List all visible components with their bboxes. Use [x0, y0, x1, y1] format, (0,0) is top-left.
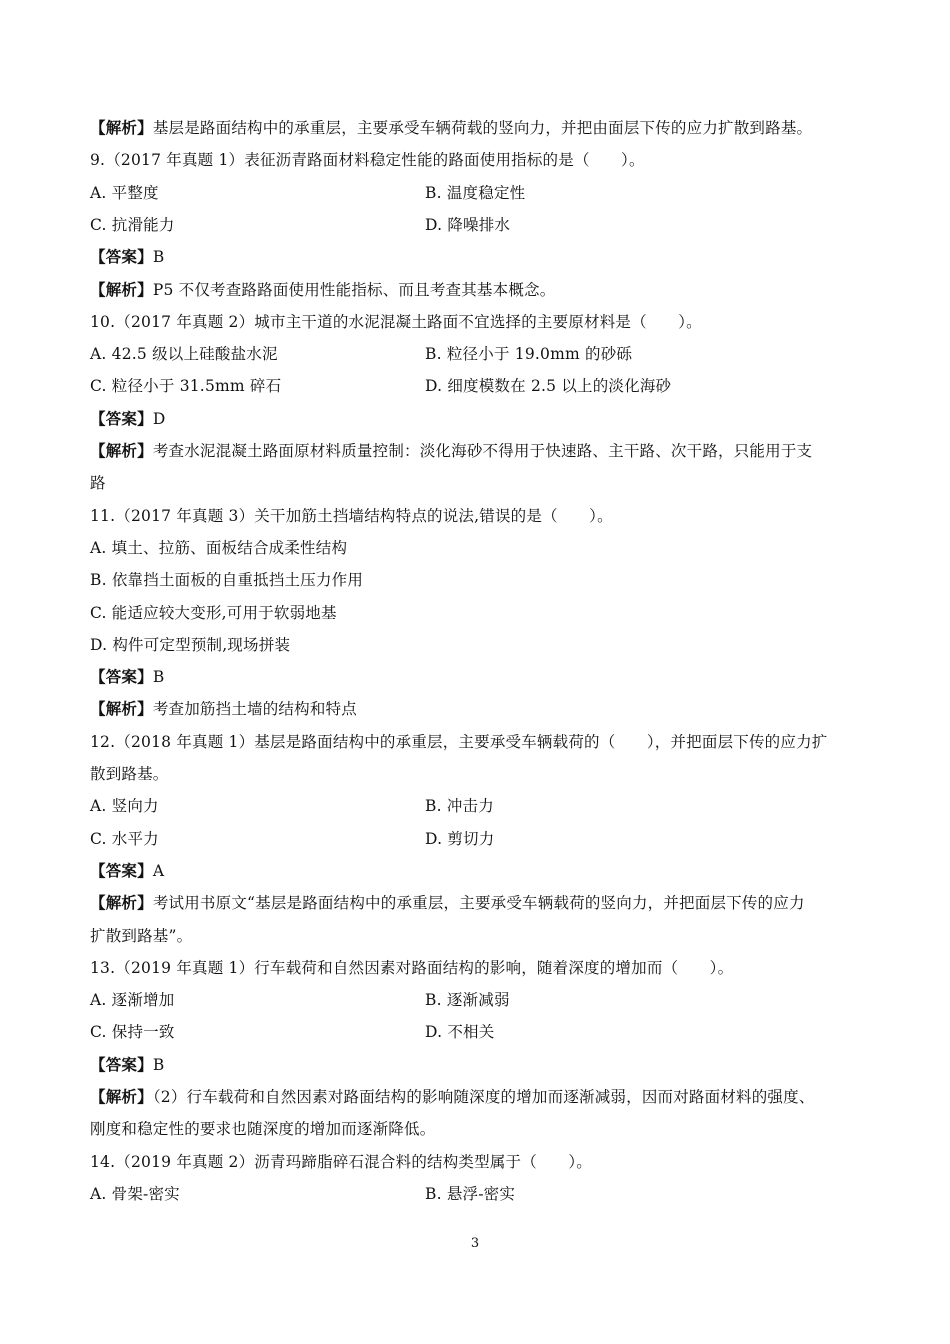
- explanation-text: 考试用书原文“基层是路面结构中的承重层，主要承受车辆载荷的竖向力，并把面层下传的应力: [152, 894, 805, 913]
- answer-line: [90, 409, 865, 429]
- question-line: 9.（2017 年真题 1）表征沥青路面材料稳定性能的路面使用指标的是（ ）。: [90, 151, 645, 170]
- option-row: [90, 829, 865, 849]
- option-row: [90, 1022, 865, 1042]
- question-line: 11.（2017 年真题 3）关干加筋土挡墙结构特点的说法,错误的是（ ）。: [90, 506, 613, 525]
- question-line: 13.（2019 年真题 1）行车载荷和自然因素对路面结构的影响，随着深度的增加而（ ）。: [90, 958, 734, 977]
- explanation-label: 【解析】: [90, 699, 153, 719]
- explanation-label: 【解析】: [90, 279, 153, 299]
- explanation-label: 【解析】: [90, 441, 153, 460]
- option-left: C. 保持一致: [90, 1023, 175, 1042]
- option-left: A. 逐渐增加: [90, 991, 175, 1010]
- option-right: B. 粒径小于 19.0mm 的砂砾: [425, 345, 633, 364]
- text-line: C. 能适应较大变形,可用于软弱地基: [90, 603, 337, 622]
- explanation-text: （2）行车载荷和自然因素对路面结构的影响随深度的增加而逐渐减弱，因而对路面材料的强度、: [152, 1088, 815, 1106]
- text-line: 扩散到路基”。: [90, 926, 193, 945]
- answer-value: A: [152, 861, 165, 880]
- answer-value: B: [152, 668, 165, 687]
- option-right: B. 温度稳定性: [425, 183, 526, 202]
- explanation-text: P5 不仅考查路路面使用性能指标、而且考查其基本概念。: [152, 280, 556, 299]
- answer-value: D: [152, 409, 166, 428]
- answer-label: 【答案】: [90, 408, 153, 428]
- option-row: [90, 376, 865, 396]
- explanation-text: 考查水泥混凝土路面原材料质量控制：淡化海砂不得用于快速路、主干路、次干路，只能用于支: [152, 442, 813, 460]
- explanation-line: [90, 893, 865, 913]
- option-left: C. 粒径小于 31.5mm 碎石: [90, 377, 282, 396]
- option-left: C. 水平力: [90, 829, 159, 848]
- option-row: [90, 215, 865, 235]
- answer-line: [90, 667, 865, 687]
- explanation-text: 考查加筋挡土墙的结构和特点: [152, 700, 357, 719]
- answer-line: [90, 247, 865, 267]
- answer-line: [90, 1055, 865, 1075]
- question-line: 12.（2018 年真题 1）基层是路面结构中的承重层，主要承受车辆载荷的（ ），并把面层下传的应力扩: [90, 732, 828, 751]
- option-right: D. 剪切力: [425, 829, 495, 848]
- option-row: [90, 990, 865, 1010]
- option-left: A. 平整度: [90, 183, 159, 202]
- explanation-label: 【解析】: [90, 1087, 153, 1106]
- explanation-line: [90, 699, 865, 719]
- answer-label: 【答案】: [90, 247, 153, 267]
- answer-label: 【答案】: [90, 1054, 153, 1074]
- explanation-line: [90, 280, 865, 300]
- option-right: B. 冲击力: [425, 797, 494, 816]
- option-right: D. 细度模数在 2.5 以上的淡化海砂: [425, 377, 672, 396]
- explanation-line: [90, 118, 865, 138]
- answer-line: [90, 861, 865, 881]
- explanation-text: 基层是路面结构中的承重层，主要承受车辆荷载的竖向力，并把由面层下传的应力扩散到路基。: [152, 119, 813, 137]
- text-line: 散到路基。: [90, 765, 169, 783]
- explanation-line: [90, 441, 865, 461]
- answer-label: 【答案】: [90, 667, 153, 687]
- text-line: 路: [90, 474, 106, 493]
- explanation-label: 【解析】: [90, 893, 153, 913]
- option-left: C. 抗滑能力: [90, 215, 175, 234]
- option-right: B. 悬浮-密实: [425, 1184, 516, 1203]
- text-line: A. 填土、拉筋、面板结合成柔性结构: [90, 538, 348, 557]
- answer-value: B: [152, 248, 165, 267]
- option-left: A. 竖向力: [90, 797, 159, 816]
- option-left: A. 42.5 级以上硅酸盐水泥: [90, 345, 278, 364]
- option-row: [90, 796, 865, 816]
- text-line: B. 依靠挡土面板的自重抵挡土压力作用: [90, 571, 364, 590]
- explanation-label: 【解析】: [90, 118, 153, 137]
- option-right: D. 不相关: [425, 1023, 495, 1042]
- text-line: 刚度和稳定性的要求也随深度的增加而逐渐降低。: [90, 1120, 436, 1139]
- text-line: D. 构件可定型预制,现场拼装: [90, 635, 291, 654]
- page-number: 3: [470, 1236, 480, 1251]
- answer-value: B: [152, 1055, 165, 1074]
- option-row: [90, 183, 865, 203]
- option-right: B. 逐渐减弱: [425, 991, 510, 1010]
- option-right: D. 降噪排水: [425, 215, 511, 234]
- option-row: [90, 344, 865, 364]
- question-line: 10.（2017 年真题 2）城市主干道的水泥混凝土路面不宜选择的主要原材料是（ ）。: [90, 312, 702, 331]
- answer-label: 【答案】: [90, 860, 153, 880]
- option-left: A. 骨架-密实: [90, 1184, 180, 1203]
- explanation-line: [90, 1087, 865, 1107]
- question-line: 14.（2019 年真题 2）沥青玛蹄脂碎石混合料的结构类型属于（ ）。: [90, 1152, 592, 1171]
- option-row: [90, 1184, 865, 1204]
